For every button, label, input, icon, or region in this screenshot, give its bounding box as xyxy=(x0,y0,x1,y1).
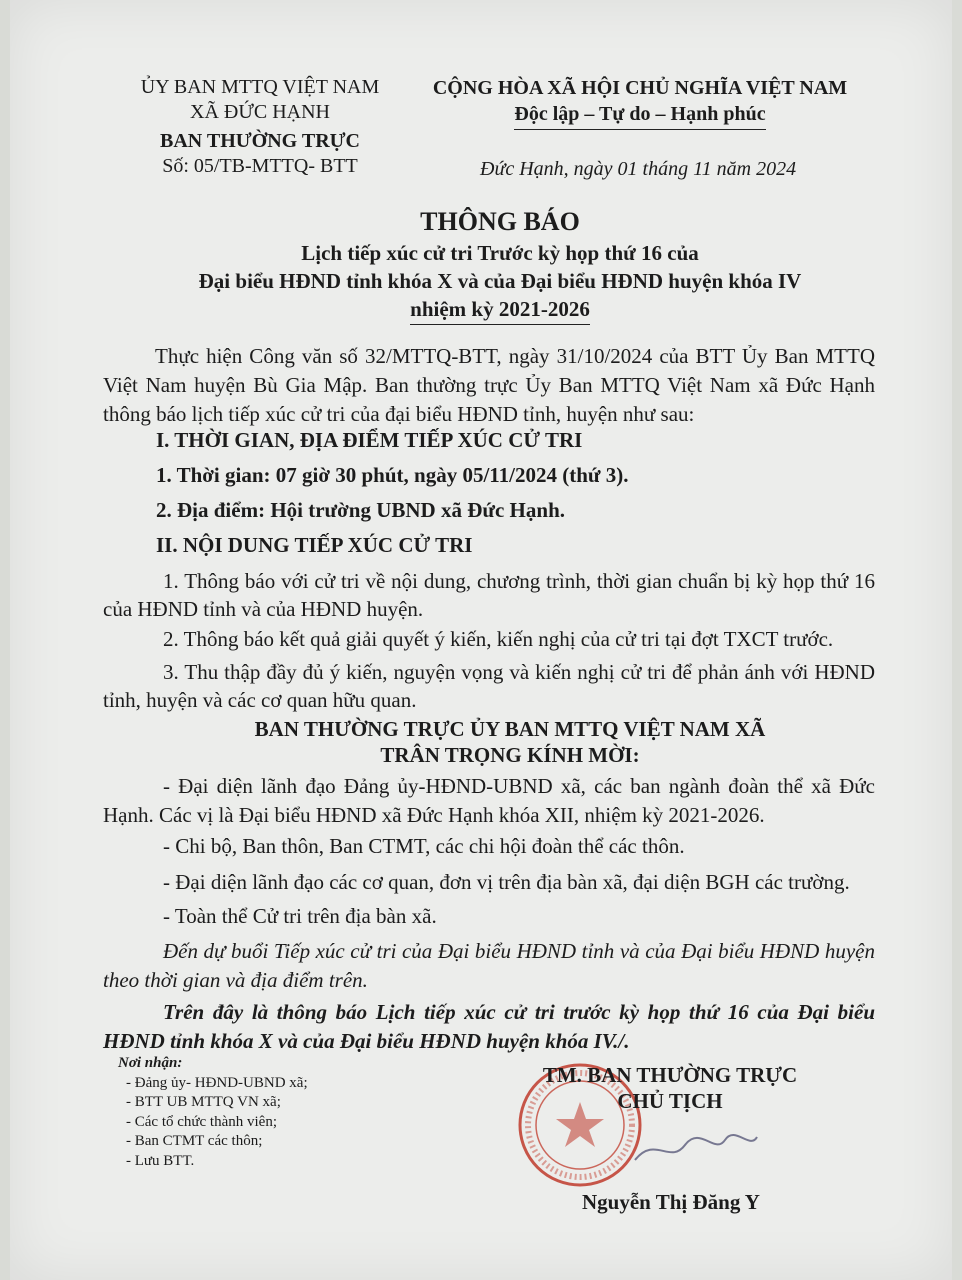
document-page xyxy=(10,0,952,1280)
title-block xyxy=(100,205,900,325)
invitee-item-3: - Đại diện lãnh đạo các cơ quan, đơn vị trên địa bàn xã, đại diện BGH các trường. xyxy=(163,870,850,894)
closing-summary: Trên đây là thông báo Lịch tiếp xúc cử tri trước kỳ họp thứ 16 của Đại biểu HĐND tỉnh khóa X và của Đại biểu HĐND huyện khóa IV./. xyxy=(103,1000,875,1053)
document-title: THÔNG BÁO xyxy=(420,207,580,236)
title-line-3: nhiệm kỳ 2021-2026 xyxy=(410,295,590,325)
content-item-3: 3. Thu thập đầy đủ ý kiến, nguyện vọng và kiến nghị cử tri để phản ánh với HĐND tỉnh, huyện và các cơ quan hữu quan. xyxy=(103,660,875,712)
signature-title: TM. BAN THƯỜNG TRỰC xyxy=(542,1063,798,1087)
signature-block xyxy=(510,1062,830,1114)
recipient-item: - Các tổ chức thành viên; xyxy=(126,1113,277,1130)
document-date: Đức Hạnh, ngày 01 tháng 11 năm 2024 xyxy=(480,158,797,180)
section-2-heading: II. NỘI DUNG TIẾP XÚC CỬ TRI xyxy=(156,533,473,557)
signature-position: CHỦ TỊCH xyxy=(617,1089,723,1113)
country-name: CỘNG HÒA XÃ HỘI CHỦ NGHĨA VIỆT NAM xyxy=(432,77,848,99)
closing-italic: Đến dự buổi Tiếp xúc cử tri của Đại biểu HĐND tỉnh và của Đại biểu HĐND huyện theo thời gian và địa điểm trên. xyxy=(103,939,875,992)
national-motto: Độc lập – Tự do – Hạnh phúc xyxy=(514,101,765,130)
content-item-2: 2. Thông báo kết quả giải quyết ý kiến, kiến nghị của cử tri tại đợt TXCT trước. xyxy=(163,627,834,651)
recipient-item: - Đảng ủy- HĐND-UBND xã; xyxy=(126,1074,308,1091)
recipient-item: - BTT UB MTTQ VN xã; xyxy=(126,1094,281,1110)
header-left xyxy=(110,75,410,179)
invitee-item-2: - Chi bộ, Ban thôn, Ban CTMT, các chi hội đoàn thể các thôn. xyxy=(163,834,685,858)
handwritten-signature xyxy=(625,1125,765,1175)
invitee-item-4: - Toàn thể Cử tri trên địa bàn xã. xyxy=(163,904,437,928)
department-name: BAN THƯỜNG TRỰC xyxy=(159,130,361,152)
document-number: Số: 05/TB-MTTQ- BTT xyxy=(162,155,358,177)
intro-paragraph: Thực hiện Công văn số 32/MTTQ-BTT, ngày 31/10/2024 của BTT Ủy Ban MTTQ Việt Nam huyện Bù Gia Mập. Ban thường trực Ủy Ban MTTQ Việt Nam xã Đức Hạnh thông báo lịch tiếp xúc cử tri của đại biểu HĐND tỉnh, huyện như sau: xyxy=(103,344,875,426)
section-1-heading: I. THỜI GIAN, ĐỊA ĐIỂM TIẾP XÚC CỬ TRI xyxy=(156,428,583,452)
header-right xyxy=(420,75,860,130)
invite-heading xyxy=(150,716,870,768)
invite-heading-line-1: BAN THƯỜNG TRỰC ỦY BAN MTTQ VIỆT NAM XÃ xyxy=(254,717,766,741)
recipient-item: - Lưu BTT. xyxy=(126,1152,195,1169)
meeting-time: 1. Thời gian: 07 giờ 30 phút, ngày 05/11/2024 (thứ 3). xyxy=(156,463,629,487)
recipients-block xyxy=(118,1054,308,1171)
meeting-place: 2. Địa điểm: Hội trường UBND xã Đức Hạnh. xyxy=(156,498,565,522)
invitee-item-1: - Đại diện lãnh đạo Đảng ủy-HĐND-UBND xã, các ban ngành đoàn thể xã Đức Hạnh. Các vị là Đại biểu HĐND xã Đức Hạnh khóa XII, nhiệm kỳ 2021-2026. xyxy=(103,774,875,827)
recipients-label: Nơi nhận: xyxy=(118,1055,183,1071)
title-line-1: Lịch tiếp xúc cử tri Trước kỳ họp thứ 16 của xyxy=(301,241,699,265)
invite-heading-line-2: TRÂN TRỌNG KÍNH MỜI: xyxy=(380,743,640,767)
commune-name: XÃ ĐỨC HẠNH xyxy=(190,101,330,123)
recipient-item: - Ban CTMT các thôn; xyxy=(126,1133,263,1149)
signer-name: Nguyễn Thị Đăng Y xyxy=(582,1190,760,1214)
content-item-1: 1. Thông báo với cử tri về nội dung, chương trình, thời gian chuẩn bị kỳ họp thứ 16 của HĐND tỉnh và của HĐND huyện. xyxy=(103,569,875,621)
org-name: ỦY BAN MTTQ VIỆT NAM xyxy=(140,76,380,98)
title-line-2: Đại biểu HĐND tỉnh khóa X và của Đại biểu HĐND huyện khóa IV xyxy=(198,269,802,293)
